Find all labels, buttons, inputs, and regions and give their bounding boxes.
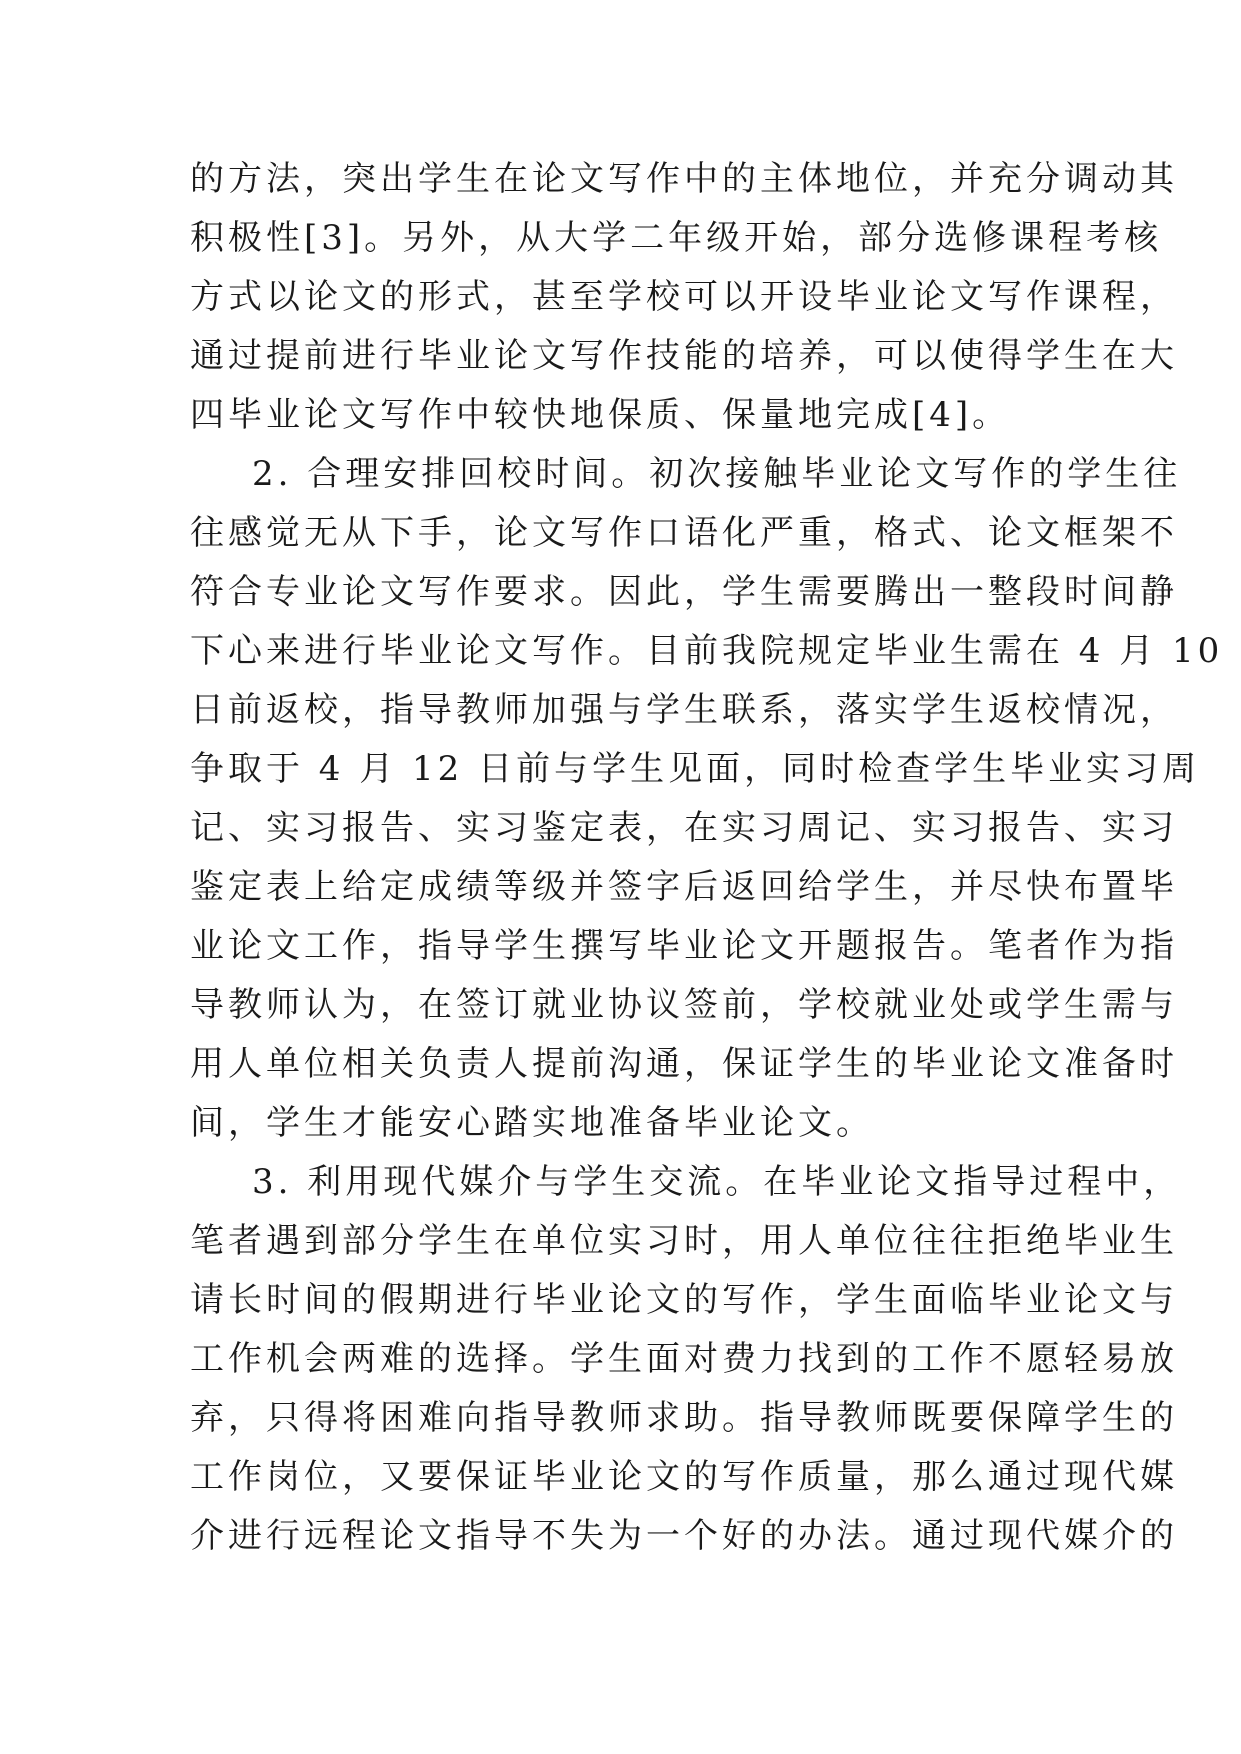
body-text bbox=[190, 150, 1224, 1566]
text-line: 请长时间的假期进行毕业论文的写作，学生面临毕业论文与 bbox=[190, 1280, 1178, 1320]
text-line: 方式以论文的形式，甚至学校可以开设毕业论文写作课程， bbox=[190, 277, 1178, 317]
text-line: 间，学生才能安心踏实地准备毕业论文。 bbox=[190, 1103, 874, 1143]
text-line: 鉴定表上给定成绩等级并签字后返回给学生，并尽快布置毕 bbox=[190, 867, 1178, 907]
text-line: 的方法，突出学生在论文写作中的主体地位，并充分调动其 bbox=[190, 159, 1178, 199]
paragraph-start-line: 2. 合理安排回校时间。初次接触毕业论文写作的学生往 bbox=[252, 454, 1182, 494]
text-line: 介进行远程论文指导不失为一个好的办法。通过现代媒介的 bbox=[190, 1516, 1178, 1556]
text-line: 导教师认为，在签订就业协议签前，学校就业处或学生需与 bbox=[190, 985, 1178, 1025]
text-line: 笔者遇到部分学生在单位实习时，用人单位往往拒绝毕业生 bbox=[190, 1221, 1178, 1261]
paragraph-start-line: 3. 利用现代媒介与学生交流。在毕业论文指导过程中， bbox=[252, 1162, 1182, 1202]
text-line: 业论文工作，指导学生撰写毕业论文开题报告。笔者作为指 bbox=[190, 926, 1178, 966]
text-line: 工作岗位，又要保证毕业论文的写作质量，那么通过现代媒 bbox=[190, 1457, 1178, 1497]
text-line: 用人单位相关负责人提前沟通，保证学生的毕业论文准备时 bbox=[190, 1044, 1178, 1084]
text-line: 通过提前进行毕业论文写作技能的培养，可以使得学生在大 bbox=[190, 336, 1178, 376]
text-line: 积极性[3]。另外，从大学二年级开始，部分选修课程考核 bbox=[190, 218, 1163, 258]
text-line: 工作机会两难的选择。学生面对费力找到的工作不愿轻易放 bbox=[190, 1339, 1178, 1379]
text-line: 记、实习报告、实习鉴定表，在实习周记、实习报告、实习 bbox=[190, 808, 1178, 848]
text-line: 下心来进行毕业论文写作。目前我院规定毕业生需在 4 月 10 bbox=[190, 631, 1224, 671]
text-line: 日前返校，指导教师加强与学生联系，落实学生返校情况， bbox=[190, 690, 1178, 730]
text-line: 往感觉无从下手，论文写作口语化严重，格式、论文框架不 bbox=[190, 513, 1178, 553]
text-line: 弃，只得将困难向指导教师求助。指导教师既要保障学生的 bbox=[190, 1398, 1178, 1438]
text-line: 符合专业论文写作要求。因此，学生需要腾出一整段时间静 bbox=[190, 572, 1178, 612]
text-line: 四毕业论文写作中较快地保质、保量地完成[4]。 bbox=[190, 395, 1011, 435]
text-line: 争取于 4 月 12 日前与学生见面，同时检查学生毕业实习周 bbox=[190, 749, 1201, 789]
